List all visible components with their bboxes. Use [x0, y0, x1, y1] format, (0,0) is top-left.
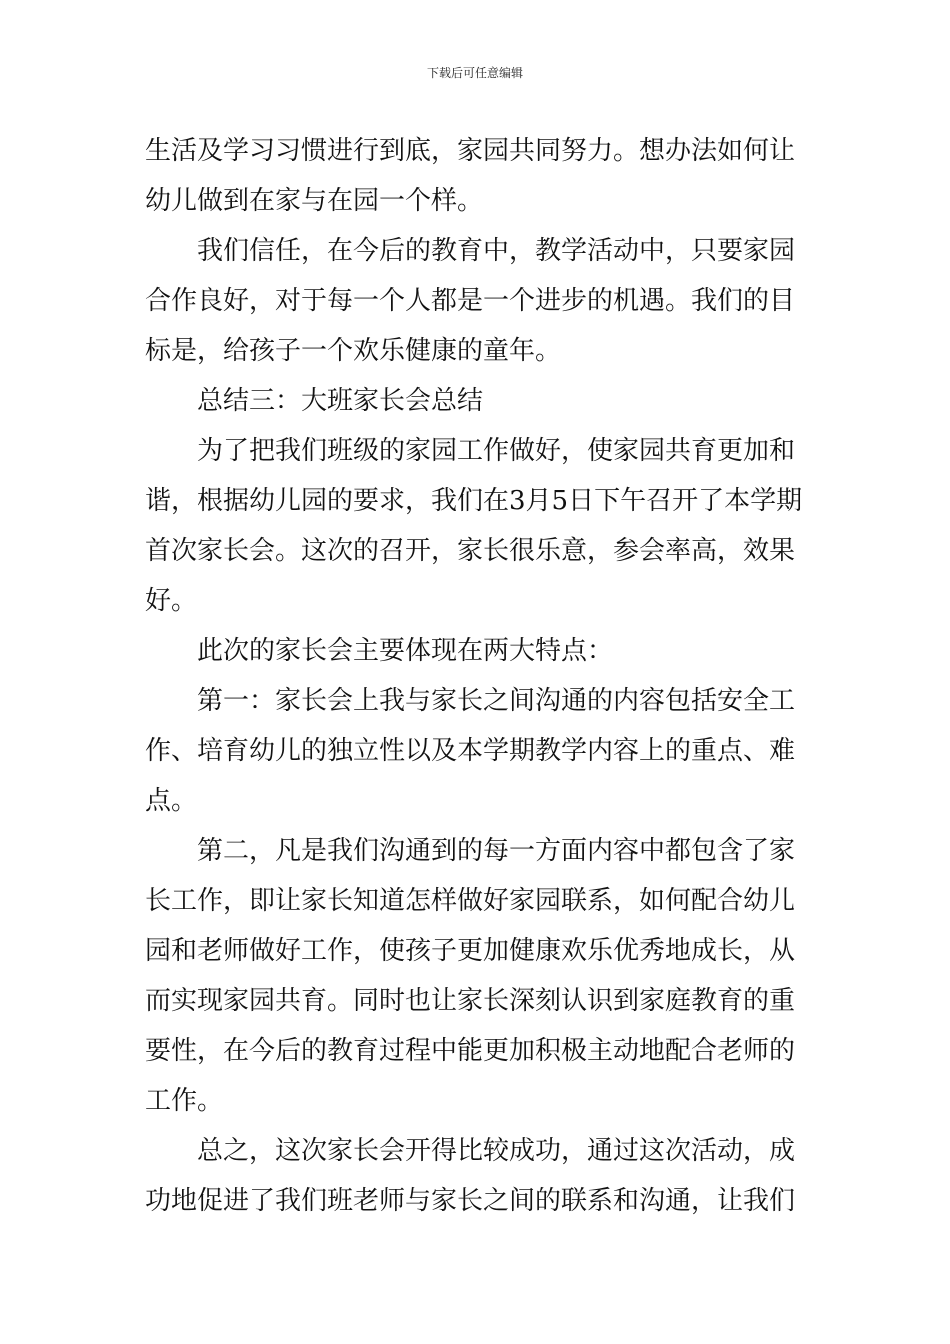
text-line: 园和老师做好工作，使孩子更加健康欢乐优秀地成长，从 — [145, 936, 796, 966]
text-line: 谐，根据幼儿园的要求，我们在3月5日下午召开了本学期 — [145, 486, 803, 516]
text-line: 首次家长会。这次的召开，家长很乐意，参会率高，效果 — [145, 536, 796, 566]
text-line: 工作。 — [145, 1086, 224, 1116]
text-line: 作、培育幼儿的独立性以及本学期教学内容上的重点、难 — [145, 736, 796, 766]
text-line: 而实现家园共育。同时也让家长深刻认识到家庭教育的重 — [145, 986, 796, 1016]
paragraph-start-line: 此次的家长会主要体现在两大特点： — [197, 636, 614, 666]
text-line: 长工作，即让家长知道怎样做好家园联系，如何配合幼儿 — [145, 886, 796, 916]
text-line: 标是，给孩子一个欢乐健康的童年。 — [145, 336, 562, 366]
text-line: 功地促进了我们班老师与家长之间的联系和沟通，让我们 — [145, 1186, 796, 1216]
page-header: 下载后可任意编辑 — [426, 66, 523, 80]
text-line: 好。 — [145, 586, 198, 616]
text-line: 幼儿做到在家与在园一个样。 — [145, 186, 484, 216]
paragraph-start-line: 总之，这次家长会开得比较成功，通过这次活动，成 — [197, 1136, 796, 1166]
text-line: 要性，在今后的教育过程中能更加积极主动地配合老师的 — [145, 1036, 796, 1066]
section-heading: 总结三：大班家长会总结 — [197, 386, 484, 416]
paragraph-start-line: 第二，凡是我们沟通到的每一方面内容中都包含了家 — [197, 836, 796, 866]
paragraph-start-line: 第一：家长会上我与家长之间沟通的内容包括安全工 — [197, 686, 796, 716]
text-line: 生活及学习习惯进行到底，家园共同努力。想办法如何让 — [145, 136, 796, 166]
text-line: 合作良好，对于每一个人都是一个进步的机遇。我们的目 — [145, 286, 796, 316]
text-line: 点。 — [145, 786, 198, 816]
paragraph-start-line: 为了把我们班级的家园工作做好，使家园共育更加和 — [197, 436, 796, 466]
document-body — [145, 126, 809, 1226]
paragraph-start-line: 我们信任，在今后的教育中，教学活动中，只要家园 — [197, 236, 796, 266]
